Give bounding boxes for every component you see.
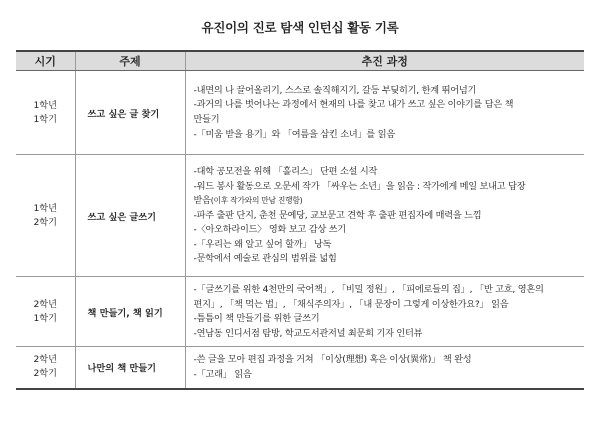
header-period: 시기 — [16, 51, 75, 71]
process-line-text: 받음 — [193, 195, 211, 207]
period-semester: 1학기 — [33, 312, 58, 324]
table-row — [16, 71, 584, 155]
period-cell — [16, 277, 75, 347]
header-process: 추진 과정 — [185, 51, 584, 71]
period-cell — [16, 155, 75, 277]
period-cell — [16, 347, 75, 389]
topic-cell: 쓰고 싶은 글 찾기 — [75, 71, 185, 155]
process-line: -대학 공모전을 위해 「홀리스」 단편 소설 시작 — [193, 165, 378, 177]
period-year: 1학년 — [33, 99, 58, 111]
period-semester: 2학기 — [33, 368, 58, 380]
process-line: -쓴 글을 모아 편집 과정을 거쳐 「이상(理想) 혹은 이상(異常)」 책 완성 — [193, 354, 472, 366]
process-line: -과거의 나를 벗어나는 과정에서 현재의 나를 찾고 내가 쓰고 싶은 이야기를 담은 책 — [193, 99, 514, 111]
period-semester: 2학기 — [33, 216, 58, 228]
process-line: -「미움 받을 용기」와 「여름을 삼킨 소녀」를 읽음 — [193, 128, 395, 140]
period-semester: 1학기 — [33, 113, 58, 125]
period-cell — [16, 71, 75, 155]
process-line: 만들기 — [193, 114, 220, 125]
table-header-row — [16, 51, 584, 71]
process-line: -「우리는 왜 알고 싶어 할까」 낭독 — [193, 238, 332, 250]
topic-cell: 책 만들기, 책 읽기 — [75, 277, 185, 347]
period-year: 2학년 — [33, 354, 58, 366]
process-line: -연남동 인디서점 탐방, 학교도서관저널 최문희 기자 인터뷰 — [193, 327, 423, 339]
period-year: 2학년 — [33, 298, 58, 310]
process-cell — [185, 277, 584, 347]
table-row — [16, 347, 584, 389]
process-line: -내면의 나 끌어올리기, 스스로 솔직해지기, 갈등 부딪히기, 한계 뛰어넘기 — [193, 84, 477, 96]
document-title: 유진이의 진로 탐색 인턴십 활동 기록 — [201, 20, 399, 35]
topic-cell: 쓰고 싶은 글쓰기 — [75, 155, 185, 277]
process-line: -「글쓰기를 위한 4천만의 국어책」, 「비밀 정원」, 「피에로들의 집」, 「반 고흐, 영혼의 — [193, 284, 544, 295]
process-cell — [185, 71, 584, 155]
process-line: -「고래」 읽음 — [193, 368, 252, 380]
process-cell — [185, 347, 584, 389]
period-year: 1학년 — [33, 202, 58, 214]
table-row — [16, 277, 584, 347]
process-line: -파주 출판 단지, 춘천 문예당, 교보문고 견학 후 출판 편집자에 매력을 느낌 — [193, 209, 482, 221]
process-line — [194, 194, 579, 209]
activity-record-table — [16, 50, 584, 390]
process-line: 편지」, 「책 먹는 법」, 「채식주의자」, 「내 문장이 그렇게 이상한가요?」 읽음 — [193, 298, 509, 310]
process-line: -문학에서 예술로 관심의 범위를 넓힘 — [193, 253, 337, 265]
process-line: -틈틈이 책 만들기를 위한 글쓰기 — [193, 313, 320, 325]
process-line: -〈아오하라이드〉 영화 보고 감상 쓰기 — [193, 224, 346, 236]
process-cell — [185, 155, 584, 277]
process-line: -워드 봉사 활동으로 오문세 작가 「싸우는 소년」을 읽음 : 작가에게 메일 보내고 답장 — [193, 180, 526, 192]
process-line-note: (이후 작가와의 만남 진행함) — [210, 196, 303, 206]
header-topic: 주제 — [75, 51, 185, 71]
table-row — [16, 155, 584, 277]
topic-cell: 나만의 책 만들기 — [75, 347, 185, 389]
